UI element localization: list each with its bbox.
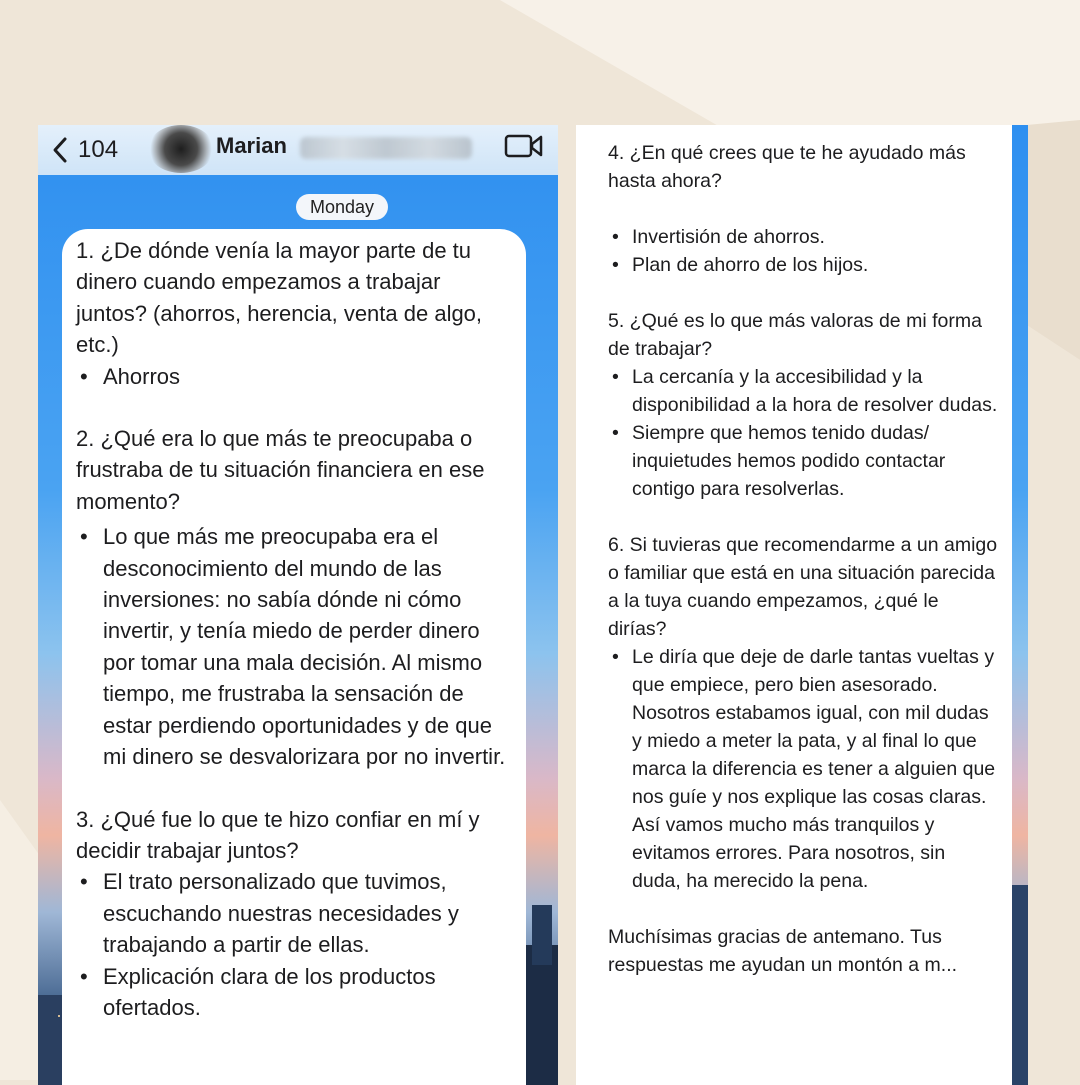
answer-list-4 [608, 223, 998, 279]
answer-item: • Plan de ahorro de los hijos. [608, 251, 998, 279]
question-4: 4. ¿En qué crees que te he ayudado más hasta ahora? [608, 142, 966, 192]
answer-list-5 [608, 363, 998, 503]
contact-name[interactable]: Marian [216, 133, 287, 158]
question-3: 3. ¿Qué fue lo que te hizo confiar en mí y decidir trabajar juntos? [76, 806, 480, 863]
back-button[interactable] [52, 133, 118, 167]
answer-item: • La cercanía y la accesibilidad y la disponibilidad a la hora de resolver dudas. [608, 363, 998, 419]
question-2: 2. ¿Qué era lo que más te preocupaba o frustraba de tu situación financiera en ese momento? [76, 426, 485, 514]
answer-item: • Le diría que deje de darle tantas vueltas y que empiece, pero bien asesorado. Nosotros estabamos igual, con mil dudas y miedo a meter la pata, y al final lo que marca la diferencia es tener a alguien que nos guíe y nos explique las cosas claras. Así vamos mucho más tranquilos y evitamos errores. Para nosotros, sin duda, ha merecido la pena. [608, 643, 998, 895]
closing-message: Muchísimas gracias de antemano. Tus respuestas me ayudan un montón a m... [608, 926, 958, 976]
blurred-surname [300, 137, 472, 159]
chat-screen-right [576, 125, 1028, 1085]
day-separator: Monday [296, 194, 388, 220]
answer-item: • Siempre que hemos tenido dudas/ inquietudes hemos podido contactar contigo para resolverlas. [608, 419, 998, 503]
question-6: 6. Si tuvieras que recomendarme a un amigo o familiar que está en una situación parecida a la tuya cuando empezamos, ¿qué le dirías? [608, 534, 998, 640]
unread-count: 104 [78, 136, 119, 163]
chevron-left-icon [52, 136, 68, 164]
chat-screen-left [38, 125, 558, 1085]
chat-header [38, 125, 558, 175]
answer-list-1 [76, 361, 516, 392]
answer-list-6 [608, 643, 998, 895]
answer-item: • Lo que más me preocupaba era el desconocimiento del mundo de las inversiones: no sabía dónde ni cómo invertir, y tenía miedo de perder dinero por tomar una mala decisión. Al mismo tiempo, me frustraba la sensación de estar perdiendo oportunidades y de que mi dinero se desvalorizara por no invertir. [76, 521, 516, 772]
answer-item: • Explicación clara de los productos ofertados. [76, 961, 516, 1024]
message-bubble-left[interactable] [62, 229, 526, 1085]
answer-item: • Invertisión de ahorros. [608, 223, 998, 251]
question-1: 1. ¿De dónde venía la mayor parte de tu dinero cuando empezamos a trabajar juntos? (ahorros, herencia, venta de algo, etc.) [76, 238, 483, 358]
answer-item: • El trato personalizado que tuvimos, escuchando nuestras necesidades y trabajando a partir de ellas. [76, 866, 516, 960]
answer-list-3 [76, 866, 516, 1023]
video-call-button[interactable] [504, 131, 544, 166]
message-bubble-right[interactable] [576, 125, 1012, 1085]
answer-item: • Ahorros [76, 361, 516, 392]
question-5: 5. ¿Qué es lo que más valoras de mi forma de trabajar? [608, 310, 982, 360]
answer-list-2 [76, 521, 516, 772]
avatar[interactable] [148, 125, 214, 173]
video-camera-icon [504, 131, 544, 161]
